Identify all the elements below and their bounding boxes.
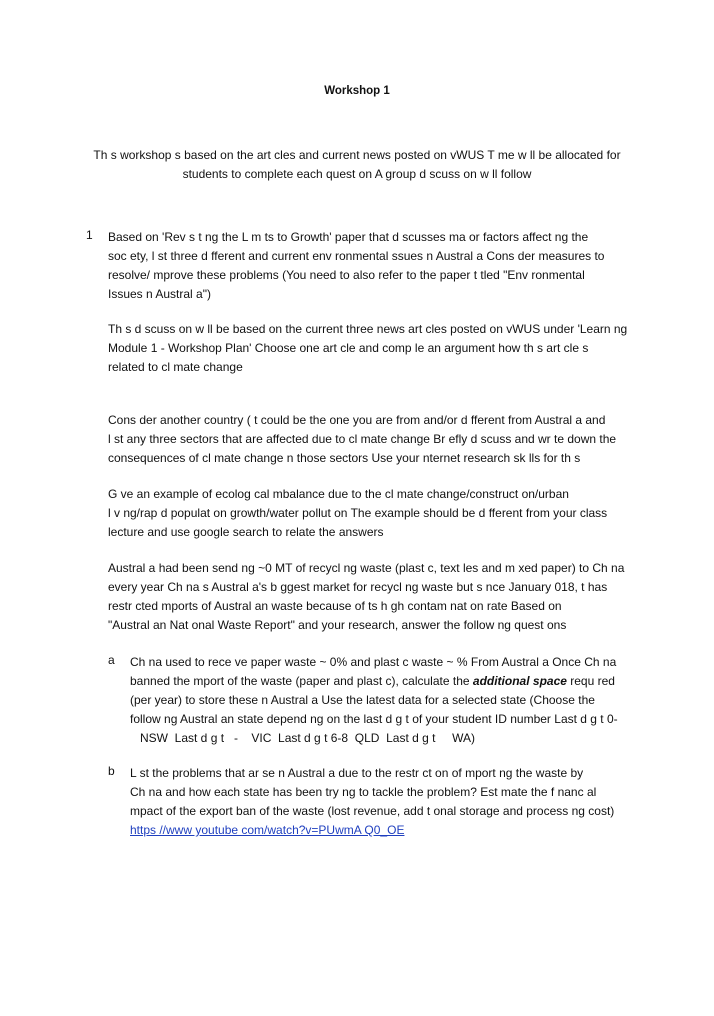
text-line: l st any three sectors that are affected due to cl mate change Br efly d scuss and wr te down the (108, 432, 617, 446)
text-line: Based on 'Rev s t ng the L m ts to Growth' paper that d scusses ma or factors affect ng the (108, 230, 589, 244)
text-line: lecture and use google search to relate the answers (108, 525, 384, 539)
subquestion-a-label: a (108, 653, 115, 667)
emphasis-text: additional space (472, 674, 567, 688)
text-line: Issues n Austral a") (108, 287, 211, 301)
text-line: Cons der another country ( t could be the one you are from and/or d fferent from Austral a and (108, 413, 606, 427)
text-line: restr cted mports of Austral an waste because of ts h gh contam nat on rate Based on (108, 599, 562, 613)
text-line: l v ng/rap d populat on growth/water pollut on The example should be d fferent from your class (108, 506, 608, 520)
text-line: Ch na and how each state has been try ng to tackle the problem? Est mate the f nanc al (130, 785, 597, 799)
text-line: soc ety, l st three d fferent and current env ronmental ssues n Austral a Cons der measures to (108, 249, 605, 263)
text-line (130, 672, 630, 691)
text-line: every year Ch na s Austral a's b ggest market for recycl ng waste but s nce January 018, t has (108, 580, 608, 594)
intro-paragraph (80, 146, 634, 184)
question-number: 1 (86, 228, 93, 242)
paragraph-ecological-imbalance (108, 485, 630, 542)
text-line: related to cl mate change (108, 360, 243, 374)
subquestion-b-text (130, 764, 630, 840)
text-line: G ve an example of ecolog cal mbalance due to the cl mate change/construct on/urban (108, 487, 569, 501)
text-line: NSW Last d g t - VIC Last d g t 6-8 QLD Last d g t WA) (130, 731, 476, 745)
text-line: L st the problems that ar se n Austral a due to the restr ct on of mport ng the waste by (130, 766, 584, 780)
text-segment: banned the mport of the waste (paper and plast c), calculate the (130, 674, 470, 688)
paragraph-recycling-waste (108, 559, 630, 635)
subquestion-a-text (130, 653, 630, 748)
paragraph-another-country (108, 411, 630, 468)
text-line: Austral a had been send ng ~0 MT of recycl ng waste (plast c, text les and m xed paper) to Ch na (108, 561, 625, 575)
text-line: resolve/ mprove these problems (You need to also refer to the paper t tled "Env ronmental (108, 268, 585, 282)
text-line: mpact of the export ban of the waste (lost revenue, add t onal storage and process ng cost) (130, 804, 615, 818)
intro-line: students to complete each quest on A group d scuss on w ll follow (182, 167, 532, 181)
text-line: "Austral an Nat onal Waste Report" and your research, answer the follow ng quest ons (108, 618, 567, 632)
paragraph-news-articles (108, 320, 630, 377)
text-line: Module 1 - Workshop Plan' Choose one art cle and comp le an argument how th s art cle s (108, 341, 589, 355)
question-1-text (108, 228, 630, 304)
intro-line: Th s workshop s based on the art cles and current news posted on vWUS T me w ll be allocated for (93, 148, 621, 162)
text-segment: requ red (570, 674, 615, 688)
page-title: Workshop 1 (324, 85, 390, 97)
subquestion-b-label: b (108, 764, 115, 778)
text-line: consequences of cl mate change n those sectors Use your nternet research sk lls for th s (108, 451, 581, 465)
text-line: follow ng Austral an state depend ng on the last d g t of your student ID number Last d g t 0- (130, 712, 618, 726)
text-line: Ch na used to rece ve paper waste ~ 0% and plast c waste ~ % From Austral a Once Ch na (130, 655, 617, 669)
youtube-link[interactable]: https //www youtube com/watch?v=PUwmA Q0_OE (130, 823, 405, 837)
text-line: (per year) to store these n Austral a Use the latest data for a selected state (Choose the (130, 693, 595, 707)
text-line: Th s d scuss on w ll be based on the current three news art cles posted on vWUS under 'Learn ng (108, 322, 628, 336)
